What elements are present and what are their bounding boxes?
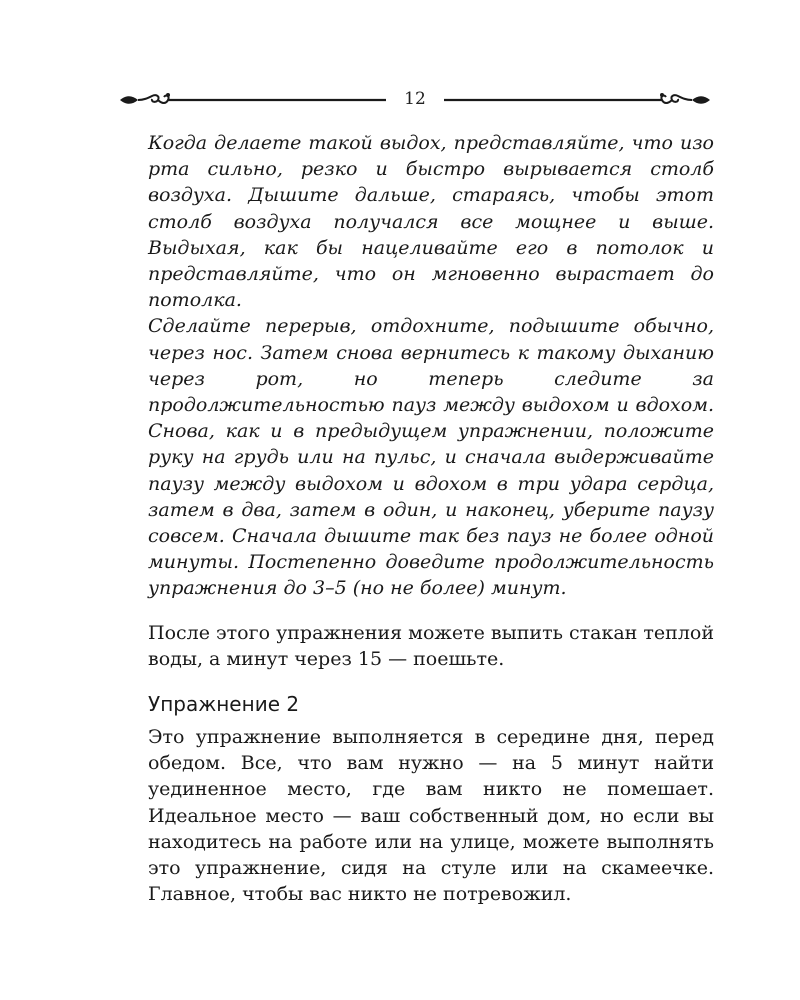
italic-instructions bbox=[148, 130, 714, 602]
page-header bbox=[118, 86, 712, 114]
section-heading: Упражнение 2 bbox=[148, 692, 300, 717]
paragraph-after-exercise: После этого упражнения можете выпить стакан теплой воды, а минут через 15 — поешьте. bbox=[148, 621, 714, 670]
paragraph-pause-control: Сделайте перерыв, отдохните, подышите обычно, через нос. Затем снова вернитесь к такому дыханию через рот, но теперь следите за продолжительностью пауз между выдохом и вдохом. Снова, как и в предыдущем упражнении, положите руку на грудь или на пульс, и сначала выдерживайте паузу между выдохом и вдохом в три удара сердца, затем в два, затем в один, и наконец, уберите паузу совсем. Сначала дышите так без пауз не более одной минуты. Постепенно доведите продолжительность упражнения до 3–5 (но не более) минут. bbox=[148, 315, 714, 600]
right-ornament-icon bbox=[440, 86, 712, 114]
page-number: 12 bbox=[404, 89, 426, 109]
spacer bbox=[148, 602, 714, 620]
paragraph-exhale-visualization: Когда делаете такой выдох, представляйте, что изо рта сильно, резко и быстро вырывается столб воздуха. Дышите дальше, стараясь, чтобы этот столб воздуха получался все мощнее и выше. Выдыхая, как бы нацеливайте его в потолок и представляйте, что он мгновенно вырастает до потолка. bbox=[148, 132, 714, 312]
paragraph-exercise-2: Это упражнение выполняется в середине дня, перед обедом. Все, что вам нужно — на 5 минут найти уединенное место, где вам никто не помешает. Идеальное место — ваш собственный дом, но если вы находитесь на работе или на улице, можете выполнять это упражнение, сидя на стуле или на скамеечке. Главное, чтобы вас никто не потревожил. bbox=[148, 726, 714, 906]
page-body bbox=[148, 130, 714, 907]
